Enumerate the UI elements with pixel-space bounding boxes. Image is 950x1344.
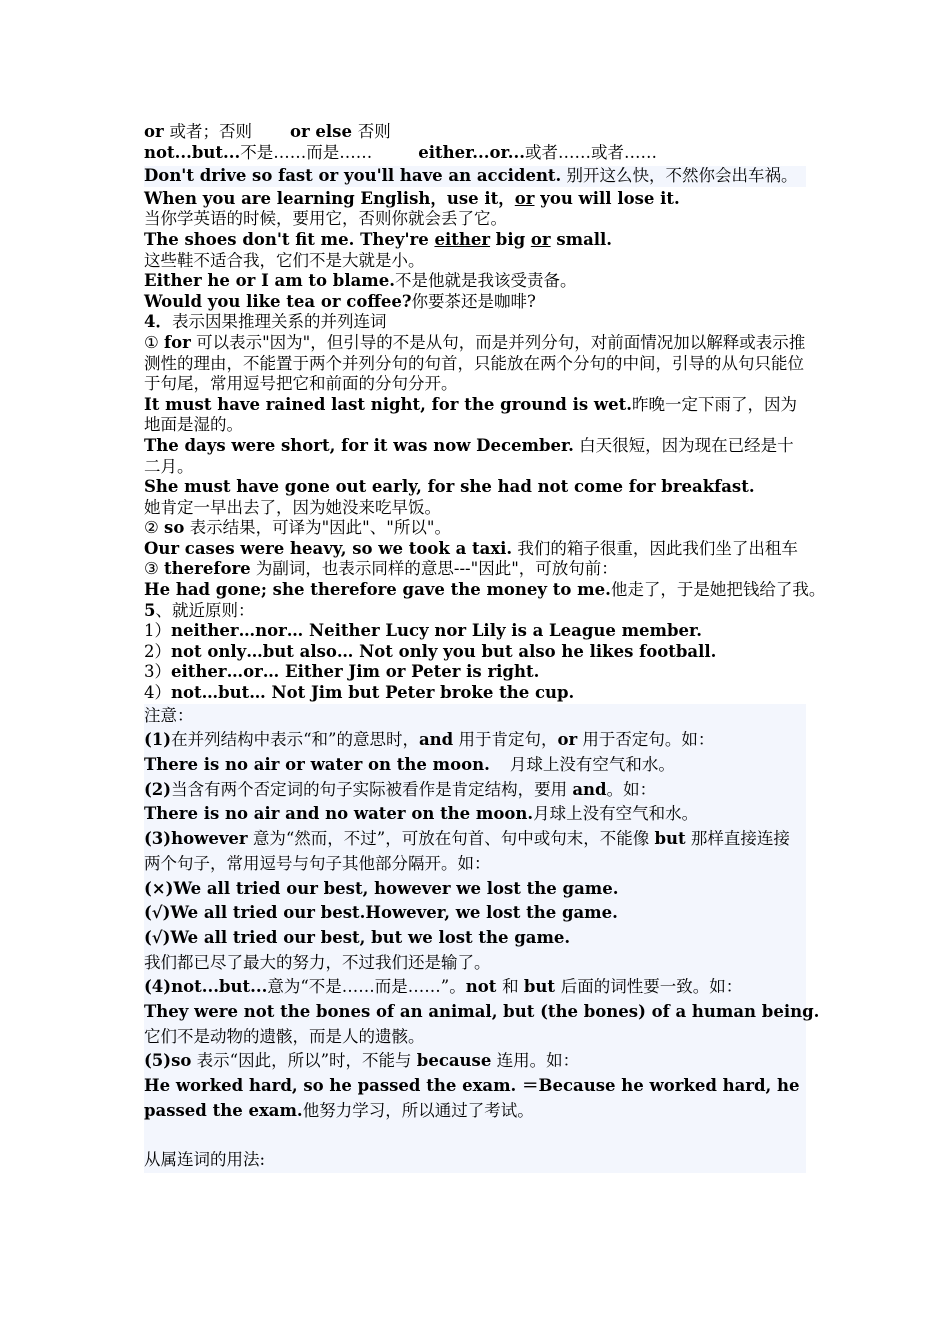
line-example-blame: [144, 271, 806, 292]
line-example-english: [144, 189, 806, 210]
text: 不是……而是……: [240, 142, 373, 162]
underlined-text: either: [434, 229, 491, 249]
text: 表示“因此，所以”时，不能与: [191, 1051, 417, 1071]
text: 表示结果，可译为"因此"、"所以"。: [184, 518, 451, 538]
section-heading-5: [144, 601, 806, 622]
text: 。如：: [606, 779, 657, 799]
item-number: 4）: [144, 683, 171, 703]
text: 用于否定句。如：: [577, 730, 715, 750]
section-title: 表示因果推理关系的并列连词: [171, 312, 387, 332]
text: either...or...: [418, 142, 525, 162]
text: not: [465, 977, 503, 997]
text: Don't drive so fast or you'll have an accident.: [144, 166, 562, 186]
text: 和: [502, 977, 524, 997]
note-item-3: [144, 827, 806, 876]
text: however: [171, 829, 248, 849]
note-example: [144, 753, 806, 778]
underlined-text: or: [530, 229, 551, 249]
note-example: They were not the bones of an animal, but (the bones) of a human being.: [144, 1002, 820, 1022]
text: 别开这么快，不然你会出车祸。: [561, 166, 798, 186]
text: 白天很短，因为现在已经是十二月。: [144, 435, 794, 476]
item-number: 1）: [144, 621, 171, 641]
text: 月球上没有空气和水。: [533, 804, 699, 824]
line-example-shoes: [144, 230, 806, 251]
text: 意为“不是……而是……”。: [267, 977, 466, 997]
subsection-title: [144, 1148, 806, 1173]
text: ①: [144, 332, 165, 352]
text: 从属连词的用法:: [144, 1150, 266, 1170]
text: Our cases were heavy, so we took a taxi.: [144, 538, 513, 558]
note-item-2: [144, 778, 806, 803]
rule-item: [144, 621, 806, 642]
text: not only…but also… Not only you but also he likes football.: [171, 641, 717, 661]
rule-item: [144, 683, 806, 704]
text: Either he or I am to blame.: [144, 271, 396, 291]
text: 不是他就是我该受责备。: [395, 271, 577, 291]
text: you will lose it.: [534, 188, 680, 208]
line-example-rain: [144, 395, 806, 436]
text: 为副词，也表示同样的意思---"因此"，可放句前：: [250, 559, 618, 579]
rule-item: [144, 642, 806, 663]
text: so: [164, 518, 185, 538]
line-example-tea: [144, 292, 806, 313]
text: 当含有两个否定词的句子实际被看作是肯定结构，要用: [171, 779, 573, 799]
item-number: 2）: [144, 641, 171, 661]
paragraph-for: [144, 333, 806, 395]
line-not-but: [144, 143, 806, 164]
line-translation: 这些鞋不适合我，它们不是大就是小。: [144, 250, 425, 270]
note-example: [144, 1074, 806, 1123]
line-translation: 当你学英语的时候，要用它，否则你就会丢了它。: [144, 209, 507, 229]
text: 连用。如：: [491, 1051, 580, 1071]
note-item-4: [144, 975, 806, 1000]
text: There is no air or water on the moon.: [144, 755, 490, 775]
text: 或者；否则: [169, 122, 252, 141]
note-example: [144, 802, 806, 827]
text: 或者……或者……: [524, 142, 657, 162]
note-item-5: [144, 1049, 806, 1074]
text: The days were short, for it was now December.: [144, 435, 574, 455]
notes-block: [144, 704, 820, 1173]
note-translation: 我们都已尽了最大的努力，不过我们还是输了。: [144, 952, 491, 972]
text: small.: [550, 229, 613, 249]
text: He worked hard, so he passed the exam. ＝Because he worked hard, he passed the exam.: [144, 1076, 800, 1120]
note-item-1: [144, 728, 806, 753]
text: 月球上没有空气和水。: [509, 755, 675, 775]
text: for: [164, 332, 191, 352]
text: but: [654, 829, 686, 849]
text: Would you like tea or coffee?: [144, 291, 412, 311]
item-number: (3): [144, 829, 172, 849]
rule-item: [144, 662, 806, 683]
text: because: [416, 1051, 492, 1071]
text: 你要茶还是咖啡?: [411, 291, 536, 311]
text: therefore: [164, 559, 251, 579]
line-translation: 她肯定一早出去了，因为她没来吃早饭。: [144, 497, 441, 517]
note-example: (×)We all tried our best, however we lost the game.: [144, 878, 619, 898]
note-example: (√)We all tried our best, but we lost the game.: [144, 927, 571, 947]
text: so: [171, 1051, 192, 1071]
text: He had gone; she therefore gave the money to me.: [144, 580, 611, 600]
text: When you are learning English，use it，: [144, 188, 515, 208]
item-number: (1): [144, 730, 172, 750]
text: big: [490, 229, 531, 249]
document-page: [144, 122, 826, 1173]
text: or: [557, 730, 578, 750]
text: The shoes don't fit me. They're: [144, 229, 435, 249]
text: 可以表示"因为"，但引导的不是从句，而是并列分句，对前面情况加以解释或表示推测性的理由，不能置于两个并列分句的句首，只能放在两个分句的中间，引导的从句只能位于句尾，常用逗号把它和前面的分句分开。: [144, 332, 806, 394]
line-example-drive: [144, 166, 806, 187]
text: not...but...: [171, 977, 268, 997]
text: 后面的词性要一致。如：: [560, 977, 743, 997]
text: and: [572, 779, 607, 799]
text: It must have rained last night, for the ground is wet.: [144, 394, 632, 414]
text: either…or… Either Jim or Peter is right.: [171, 662, 540, 682]
item-number: 3）: [144, 662, 171, 682]
text: and: [418, 730, 454, 750]
text: ②: [144, 518, 165, 538]
section-title: 、就近原则：: [155, 600, 255, 620]
text: 用于肯定句，: [453, 730, 558, 750]
text: neither…nor… Neither Lucy nor Lily is a League member.: [171, 621, 702, 641]
text: There is no air and no water on the moon.: [144, 804, 534, 824]
line-example-taxi: [144, 539, 806, 560]
text: 他走了，于是她把钱给了我。: [610, 580, 826, 600]
item-number: (4): [144, 977, 172, 997]
text: ③: [144, 559, 165, 579]
text: 昨晚一定下雨了，因为地面是湿的。: [144, 394, 797, 435]
line-example-money: [144, 580, 826, 601]
item-number: (2): [144, 779, 172, 799]
line-example-days: [144, 436, 806, 477]
notes-heading: 注意：: [144, 705, 194, 725]
text: or: [144, 122, 170, 141]
text: 那样直接连接两个句子，常用逗号与句子其他部分隔开。如：: [144, 829, 790, 873]
underlined-text: or: [514, 188, 535, 208]
text: not...but...: [144, 142, 241, 162]
text: or else: [289, 122, 358, 141]
paragraph-therefore: [144, 559, 806, 580]
text: not…but… Not Jim but Peter broke the cup.: [171, 683, 575, 703]
note-example: (√)We all tried our best.However, we lost the game.: [144, 903, 618, 923]
item-number: (5): [144, 1051, 172, 1071]
paragraph-so: [144, 518, 806, 539]
text: 否则: [357, 122, 391, 141]
line-or-else: [144, 122, 806, 143]
blank-line: [144, 1124, 806, 1149]
text: 我们的箱子很重，因此我们坐了出租车: [512, 538, 798, 558]
section-number: 4．: [144, 312, 172, 332]
text: but: [523, 977, 561, 997]
text: 他努力学习，所以通过了考试。: [302, 1100, 534, 1120]
section-heading-4: [144, 312, 806, 333]
section-number: 5: [144, 600, 156, 620]
note-translation: 它们不是动物的遗骸，而是人的遗骸。: [144, 1026, 425, 1046]
line-example-breakfast: She must have gone out early, for she had not come for breakfast.: [144, 477, 755, 497]
text: 在并列结构中表示“和”的意思时，: [171, 730, 419, 750]
text: 意为“然而，不过”，可放在句首、句中或句末，不能像: [247, 829, 655, 849]
